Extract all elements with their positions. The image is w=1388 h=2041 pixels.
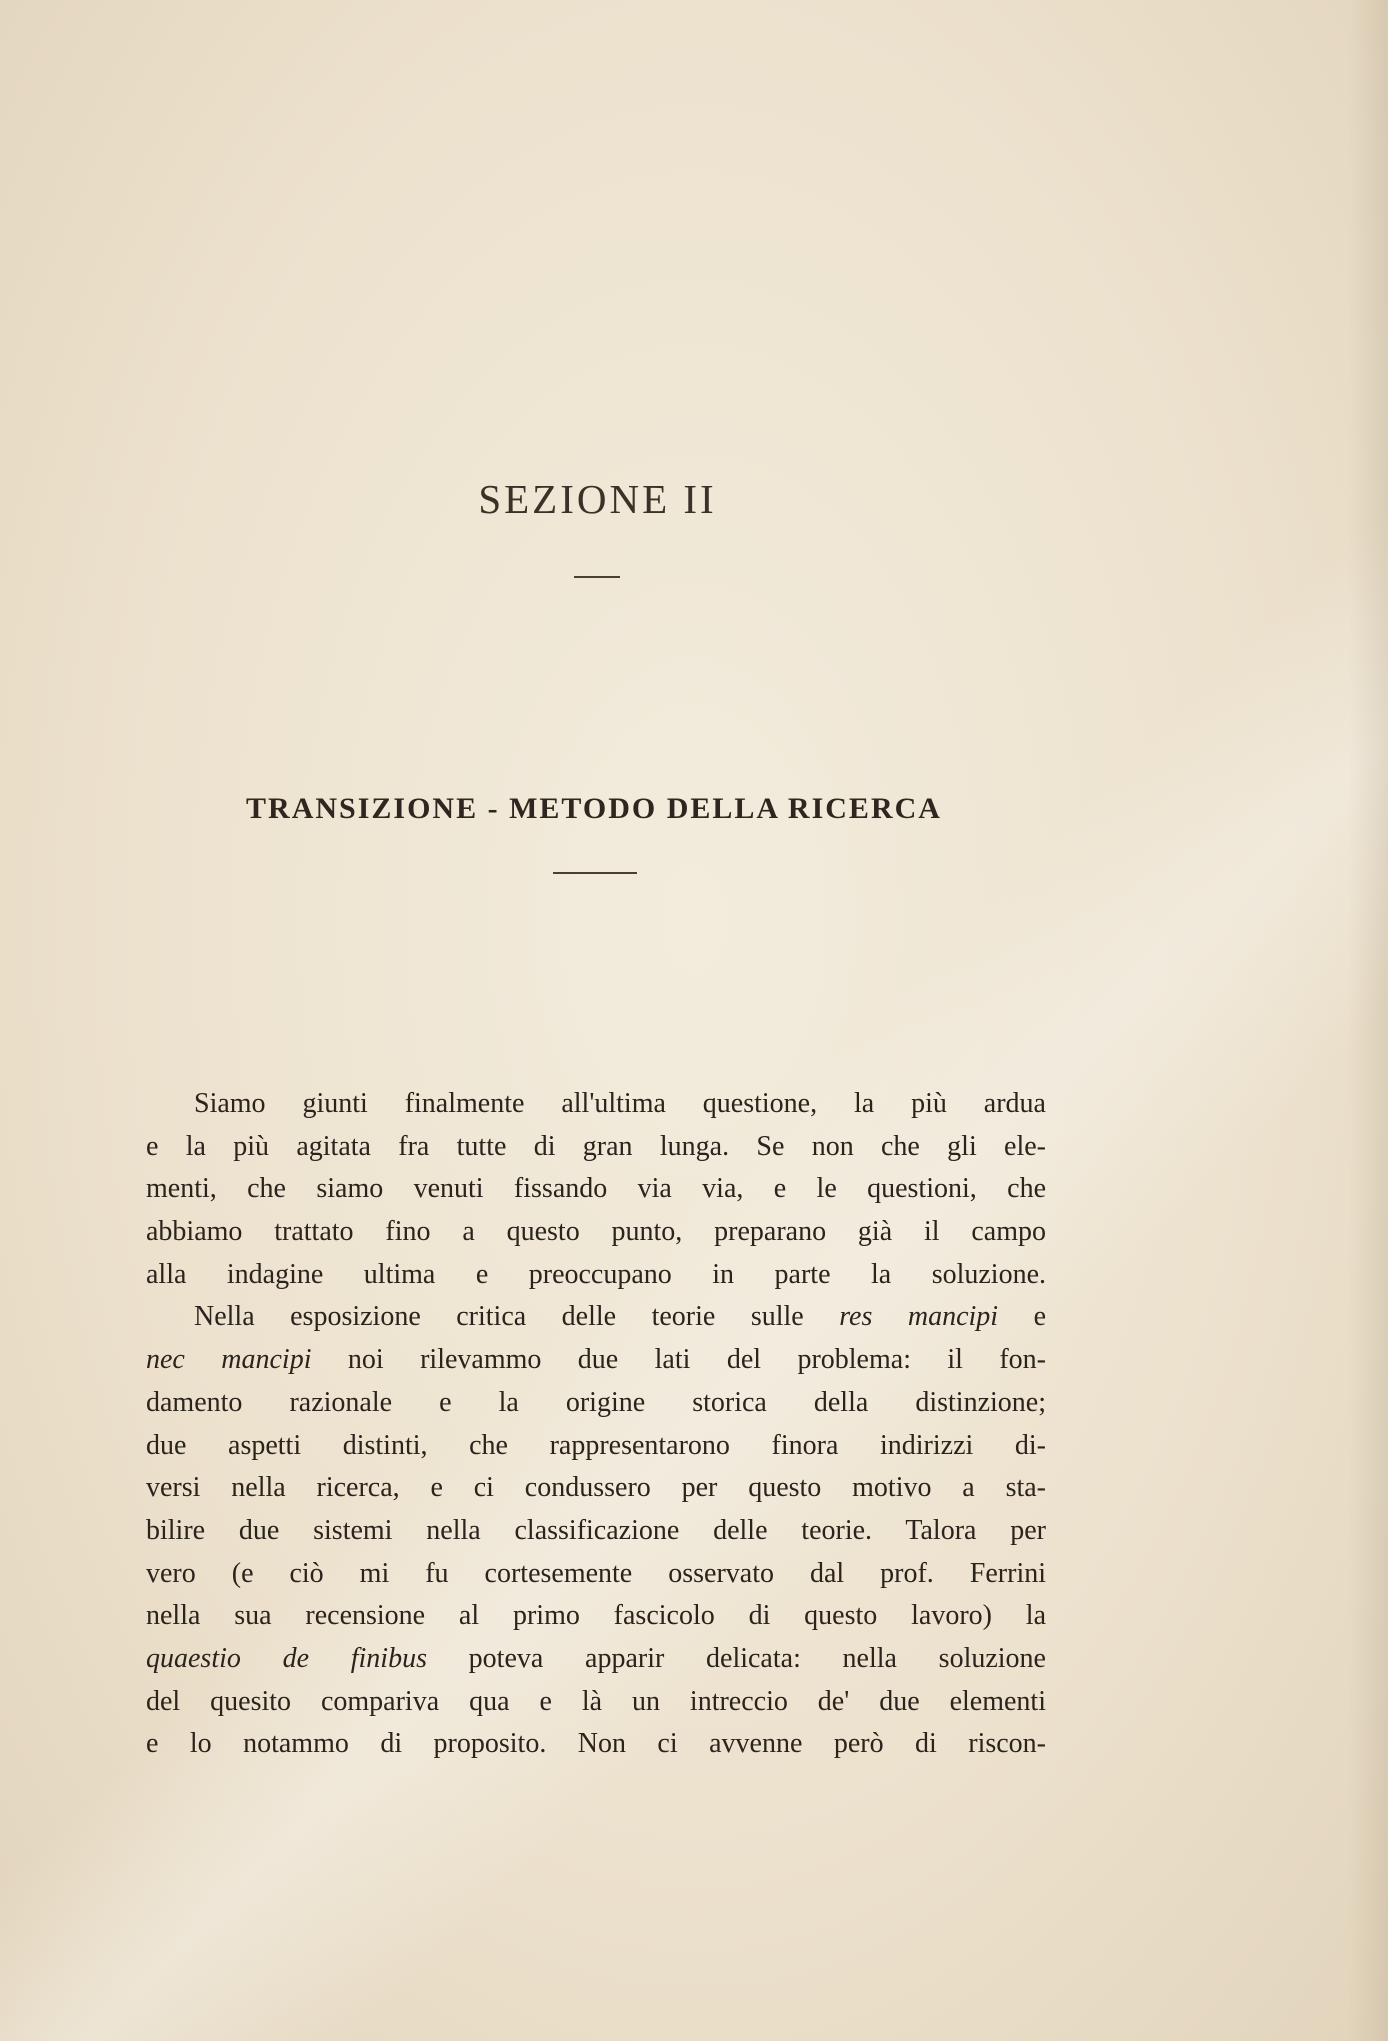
text-run: e la più agitata fra tutte di gran lunga. Se non che gli ele- xyxy=(146,1130,1046,1162)
text-line xyxy=(146,1638,1046,1681)
text-run: poteva apparir delicata: nella soluzione xyxy=(426,1642,1046,1674)
text-line xyxy=(146,1083,1046,1126)
italic-term: quaestio de finibus xyxy=(146,1642,427,1674)
title-rule xyxy=(553,872,637,874)
text-run: Nella esposizione critica delle teorie sulle xyxy=(194,1301,840,1333)
text-line xyxy=(146,1595,1046,1638)
text-line xyxy=(146,1168,1046,1211)
text-line xyxy=(146,1211,1046,1254)
text-line xyxy=(146,1510,1046,1553)
text-run: vero (e ciò mi fu cortesemente osservato dal prof. Ferrini xyxy=(146,1557,1046,1589)
italic-term: nec mancipi xyxy=(146,1344,312,1376)
text-line xyxy=(146,1296,1046,1339)
heading-rule xyxy=(574,576,620,578)
text-line xyxy=(146,1254,1046,1297)
section-heading: SEZIONE II xyxy=(478,476,717,522)
text-run: Siamo giunti finalmente all'ultima questione, la più ardua xyxy=(194,1088,1046,1119)
page-edge-shadow xyxy=(1348,0,1388,2041)
text-run: noi rilevammo due lati del problema: il fon- xyxy=(311,1344,1047,1376)
text-line xyxy=(146,1723,1046,1766)
text-line xyxy=(146,1553,1046,1596)
text-line xyxy=(146,1126,1046,1169)
text-run: abbiamo trattato fino a questo punto, preparano già il campo xyxy=(146,1216,1046,1248)
text-run: versi nella ricerca, e ci condussero per questo motivo a sta- xyxy=(146,1472,1046,1504)
text-line xyxy=(146,1467,1046,1510)
text-run: nella sua recensione al primo fascicolo di questo lavoro) la xyxy=(146,1600,1046,1632)
text-run: e lo notammo di proposito. Non ci avvenne però di riscon- xyxy=(146,1728,1046,1760)
text-run: due aspetti distinti, che rappresentarono finora indirizzi di- xyxy=(146,1429,1046,1461)
text-run: damento razionale e la origine storica della distinzione; xyxy=(146,1386,1046,1418)
text-line xyxy=(146,1681,1046,1724)
text-run: e xyxy=(998,1301,1047,1333)
text-run: menti, che siamo venuti fissando via via, e le questioni, che xyxy=(146,1173,1046,1205)
body-text xyxy=(146,1083,1046,1766)
chapter-title: TRANSIZIONE - METODO DELLA RICERCA xyxy=(246,792,942,825)
text-line xyxy=(146,1382,1046,1425)
text-line xyxy=(146,1339,1046,1382)
text-run: alla indagine ultima e preoccupano in parte la soluzione. xyxy=(146,1258,1046,1290)
italic-term: res mancipi xyxy=(839,1301,999,1333)
text-run: bilire due sistemi nella classificazione delle teorie. Talora per xyxy=(146,1514,1046,1546)
text-run: del quesito compariva qua e là un intreccio de' due elementi xyxy=(146,1685,1046,1717)
text-line xyxy=(146,1425,1046,1468)
